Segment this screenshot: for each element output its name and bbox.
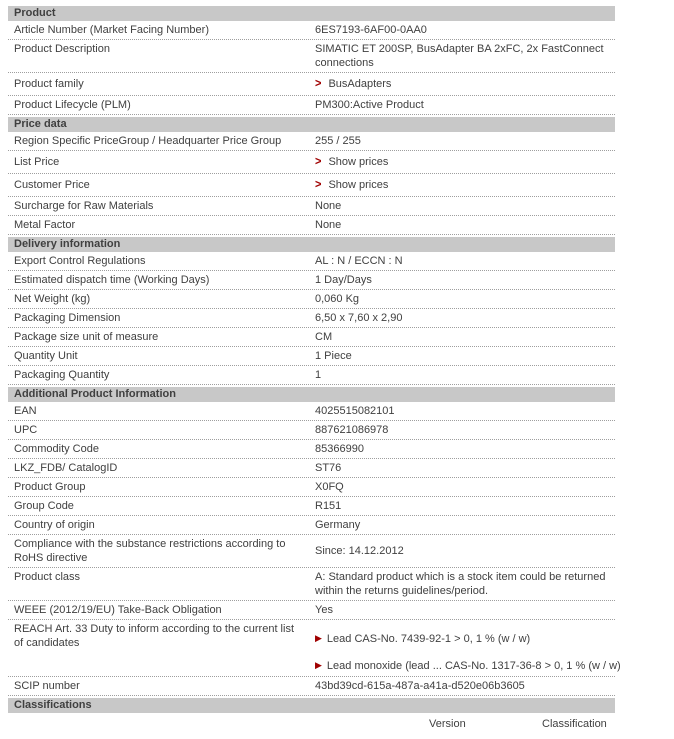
row-label: Article Number (Market Facing Number) [14,24,209,36]
row-label: SCIP number [14,680,80,692]
table-row [8,328,615,347]
table-row [8,478,615,497]
row-value: 0,060 Kg [315,293,360,305]
row-value: A: Standard product which is a stock item could be returned within the returns guidelines/period. [315,571,606,597]
row-label: LKZ_FDB/ CatalogID [14,462,118,474]
row-label: Region Specific PriceGroup / Headquarter Price Group [14,135,282,147]
row-label: Group Code [14,500,74,512]
table-row [8,21,615,40]
list-item [315,632,615,646]
triangle-right-icon: ▶ [315,633,322,643]
table-row [8,309,615,328]
row-value: ST76 [315,462,342,474]
table-row [8,516,615,535]
row-label: Product Lifecycle (PLM) [14,99,131,111]
table-row [8,497,615,516]
table-row [8,73,615,96]
table-row [8,568,615,601]
row-label: Product family [14,78,84,90]
section-header-additional-product-information: Additional Product Information [8,387,615,402]
row-value: 85366990 [315,443,364,455]
row-label: Package size unit of measure [14,331,159,343]
row-label: EAN [14,405,37,417]
row-label: Quantity Unit [14,350,78,362]
row-value: 1 [315,369,322,381]
row-link-text[interactable]: Show prices [328,156,389,168]
table-row [8,677,615,696]
section-classifications [8,698,615,739]
row-label: WEEE (2012/19/EU) Take-Back Obligation [14,604,222,616]
product-data-table [8,6,621,739]
row-label: Surcharge for Raw Materials [14,200,154,212]
row-label: List Price [14,156,60,168]
row-value: Since: 14.12.2012 [315,545,404,557]
table-row [8,40,615,73]
section-delivery-information [8,237,615,385]
list-item-text: Lead CAS-No. 7439-92-1 > 0, 1 % (w / w) [326,633,531,645]
table-row [8,290,615,309]
table-row [8,440,615,459]
table-row [8,620,621,677]
table-row [8,601,615,620]
row-value: 4025515082101 [315,405,395,417]
row-label: Export Control Regulations [14,255,146,267]
row-value: 887621086978 [315,424,389,436]
row-label: Product class [14,571,81,583]
table-row [8,216,615,235]
row-value: 6,50 x 7,60 x 2,90 [315,312,403,324]
table-row [8,366,615,385]
row-label: Product Group [14,481,86,493]
row-label: Packaging Quantity [14,369,110,381]
row-value: X0FQ [315,481,344,493]
row-value-link[interactable] [315,155,615,169]
row-value: Yes [315,604,333,616]
row-value: 43bd39cd-615a-487a-a41a-d520e06b3605 [315,680,525,692]
table-row [8,174,615,197]
list-item [315,659,621,673]
row-label: Commodity Code [14,443,99,455]
table-row [8,252,615,271]
chevron-right-icon: > [315,178,322,192]
row-value: None [315,200,342,212]
row-value: 1 Piece [315,350,352,362]
row-label: Metal Factor [14,219,76,231]
row-value: 255 / 255 [315,135,361,147]
table-row [8,132,615,151]
table-row [8,271,615,290]
table-row [8,197,615,216]
row-label: Customer Price [14,179,90,191]
section-header-product: Product [8,6,615,21]
table-row [8,459,615,478]
row-value: R151 [315,500,342,512]
table-row [8,347,615,366]
row-value-list [315,622,621,674]
section-additional-product-information [8,387,621,696]
classification-column-headers [8,717,615,739]
row-label: Estimated dispatch time (Working Days) [14,274,210,286]
row-label: Packaging Dimension [14,312,121,324]
row-value: AL : N / ECCN : N [315,255,403,267]
row-value: Germany [315,519,361,531]
table-row [8,151,615,174]
table-row [8,96,615,115]
row-label: REACH Art. 33 Duty to inform according to the current list of candidates [14,623,295,649]
chevron-right-icon: > [315,155,322,169]
classification-column-version: Version [429,718,466,730]
row-value: None [315,219,342,231]
row-value: 1 Day/Days [315,274,372,286]
list-item-text: Lead monoxide (lead ... CAS-No. 1317-36-8 > 0, 1 % (w / w) [326,660,621,672]
row-value: SIMATIC ET 200SP, BusAdapter BA 2xFC, 2x FastConnect connections [315,43,604,69]
table-row [8,402,615,421]
table-row [8,421,615,440]
row-value-link[interactable] [315,178,615,192]
row-value: CM [315,331,333,343]
section-product [8,6,615,115]
row-value-link[interactable] [315,77,615,91]
row-value: PM300:Active Product [315,99,424,111]
section-header-price-data: Price data [8,117,615,132]
row-label: Compliance with the substance restrictions according to RoHS directive [14,538,286,564]
row-label: Country of origin [14,519,95,531]
row-label: Net Weight (kg) [14,293,91,305]
table-row [8,535,615,568]
chevron-right-icon: > [315,77,322,91]
classification-column-classification: Classification [542,718,607,730]
row-link-text[interactable]: Show prices [328,179,389,191]
section-header-classifications: Classifications [8,698,615,713]
section-header-delivery-information: Delivery information [8,237,615,252]
triangle-right-icon: ▶ [315,660,322,670]
row-value: 6ES7193-6AF00-0AA0 [315,24,427,36]
row-label: Product Description [14,43,110,55]
row-label: UPC [14,424,38,436]
row-link-text[interactable]: BusAdapters [328,78,392,90]
section-price-data [8,117,615,235]
